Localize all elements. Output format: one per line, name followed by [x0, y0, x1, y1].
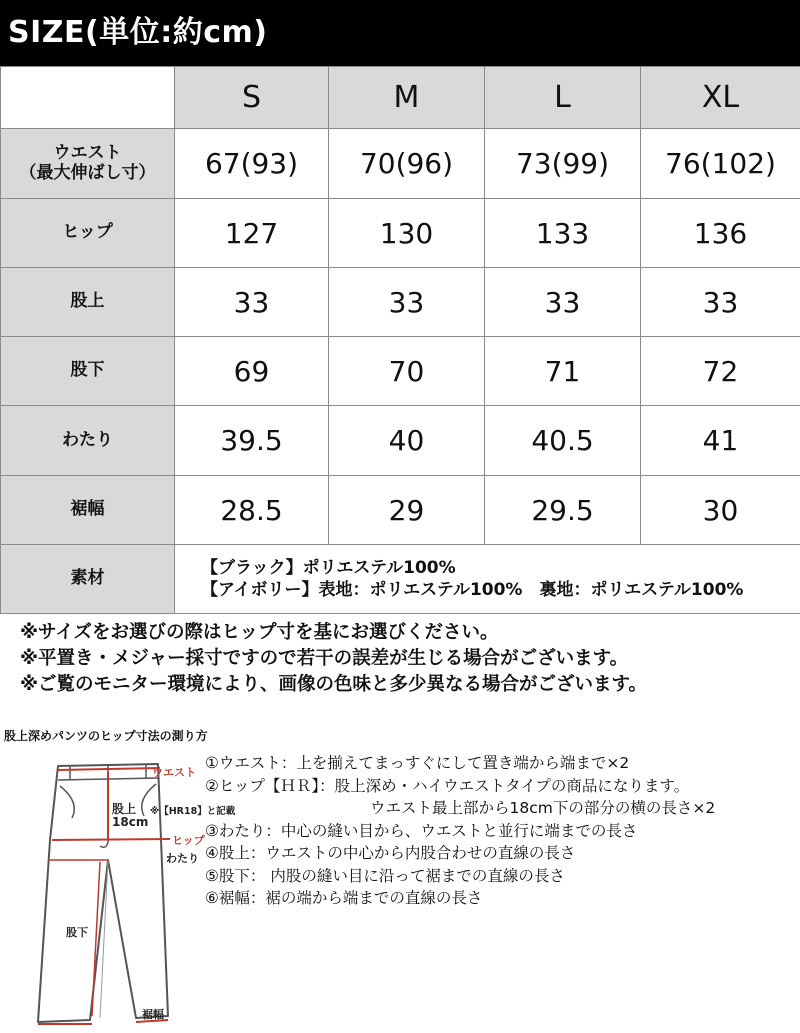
- table-cell: 136: [641, 199, 800, 268]
- row-label-material: 素材: [1, 545, 175, 614]
- table-cell: 130: [329, 199, 485, 268]
- table-cell: 29: [329, 476, 485, 545]
- table-cell: 70: [329, 337, 485, 406]
- diagram-label-hip: ヒップ: [172, 834, 205, 847]
- row-label-line2: （最大伸ばし寸）: [19, 162, 156, 183]
- step-line: ウエスト最上部から18cm下の部分の横の長さ×2: [370, 799, 716, 817]
- table-cell: 40: [329, 406, 485, 476]
- table-row: [1, 268, 800, 337]
- note-line: ※ご覧のモニター環境により、画像の色味と多少異なる場合がございます。: [20, 674, 648, 695]
- table-cell: 71: [485, 337, 641, 406]
- material-line1: 【ブラック】ポリエステル100%: [201, 557, 456, 578]
- table-row: [1, 476, 800, 545]
- size-col-xl: XL: [641, 67, 800, 129]
- table-cell: 69: [175, 337, 329, 406]
- diagram-label-rise: 股上: [112, 802, 137, 816]
- table-cell: 33: [175, 268, 329, 337]
- table-cell: 127: [175, 199, 329, 268]
- row-label-hem: 裾幅: [1, 476, 175, 545]
- table-cell: 33: [485, 268, 641, 337]
- step-line: ①ウエスト：上を揃えてまっすぐにして置き端から端まで×2: [205, 754, 630, 772]
- size-col-l: L: [485, 67, 641, 129]
- diagram-label-note: ※【HR18】と記載: [150, 806, 236, 817]
- step-line: ④股上：ウエストの中心から内股合わせの直線の長さ: [205, 844, 576, 862]
- row-label-thigh: わたり: [1, 406, 175, 476]
- size-col-m: M: [329, 67, 485, 129]
- table-cell: 70(96): [329, 129, 485, 199]
- howto-title: 股上深めパンツのヒップ寸法の測り方: [4, 729, 208, 743]
- table-cell: 33: [329, 268, 485, 337]
- table-cell: 33: [641, 268, 800, 337]
- material-row: [1, 545, 800, 614]
- note-line: ※平置き・メジャー採寸ですので若干の誤差が生じる場合がございます。: [20, 648, 629, 669]
- material-line2: 【アイボリー】表地：ポリエステル100% 裏地：ポリエステル100%: [201, 580, 744, 600]
- table-cell: 40.5: [485, 406, 641, 476]
- step-line: ②ヒップ【ＨＲ】：股上深め・ハイウエストタイプの商品になります。: [205, 776, 690, 795]
- table-cell: 41: [641, 406, 800, 476]
- size-title: SIZE(単位:約cm): [0, 0, 800, 66]
- table-cell: 133: [485, 199, 641, 268]
- pants-diagram: [0, 742, 236, 1032]
- row-label-hip: ヒップ: [1, 199, 175, 268]
- table-cell: 30: [641, 476, 800, 545]
- diagram-label-inseam: 股下: [66, 926, 88, 939]
- table-cell: 73(99): [485, 129, 641, 199]
- note-line: ※サイズをお選びの際はヒップ寸を基にお選びください。: [20, 622, 499, 643]
- step-line: ⑥裾幅：裾の端から端までの直線の長さ: [205, 889, 483, 907]
- table-cell: 67(93): [175, 129, 329, 199]
- size-table: [0, 66, 800, 614]
- diagram-label-hem: 裾幅: [142, 1008, 164, 1021]
- diagram-label-waist: ウエスト: [152, 766, 196, 779]
- measure-steps: [205, 752, 800, 910]
- row-label-inseam: 股下: [1, 337, 175, 406]
- row-label-waist: [1, 129, 175, 199]
- table-cell: 28.5: [175, 476, 329, 545]
- table-cell: 72: [641, 337, 800, 406]
- step-line: ③わたり：中心の縫い目から、ウエストと並行に端までの長さ: [205, 821, 638, 840]
- step-line: ⑤股下： 内股の縫い目に沿って裾までの直線の長さ: [205, 866, 565, 885]
- pants-illustration: [0, 742, 215, 1032]
- table-row: [1, 406, 800, 476]
- notes: [20, 620, 790, 698]
- table-row: [1, 337, 800, 406]
- diagram-label-thigh: わたり: [166, 852, 199, 865]
- material-cell: [175, 545, 800, 614]
- diagram-label-rise-cm: 18cm: [112, 815, 149, 829]
- table-row: [1, 199, 800, 268]
- row-label-line1: ウエスト: [53, 142, 122, 163]
- row-label-rise: 股上: [1, 268, 175, 337]
- table-cell: 76(102): [641, 129, 800, 199]
- size-col-s: S: [175, 67, 329, 129]
- table-cell: 29.5: [485, 476, 641, 545]
- table-row: [1, 129, 800, 199]
- size-header-row: [1, 67, 800, 129]
- table-cell: 39.5: [175, 406, 329, 476]
- corner-cell: [1, 67, 175, 129]
